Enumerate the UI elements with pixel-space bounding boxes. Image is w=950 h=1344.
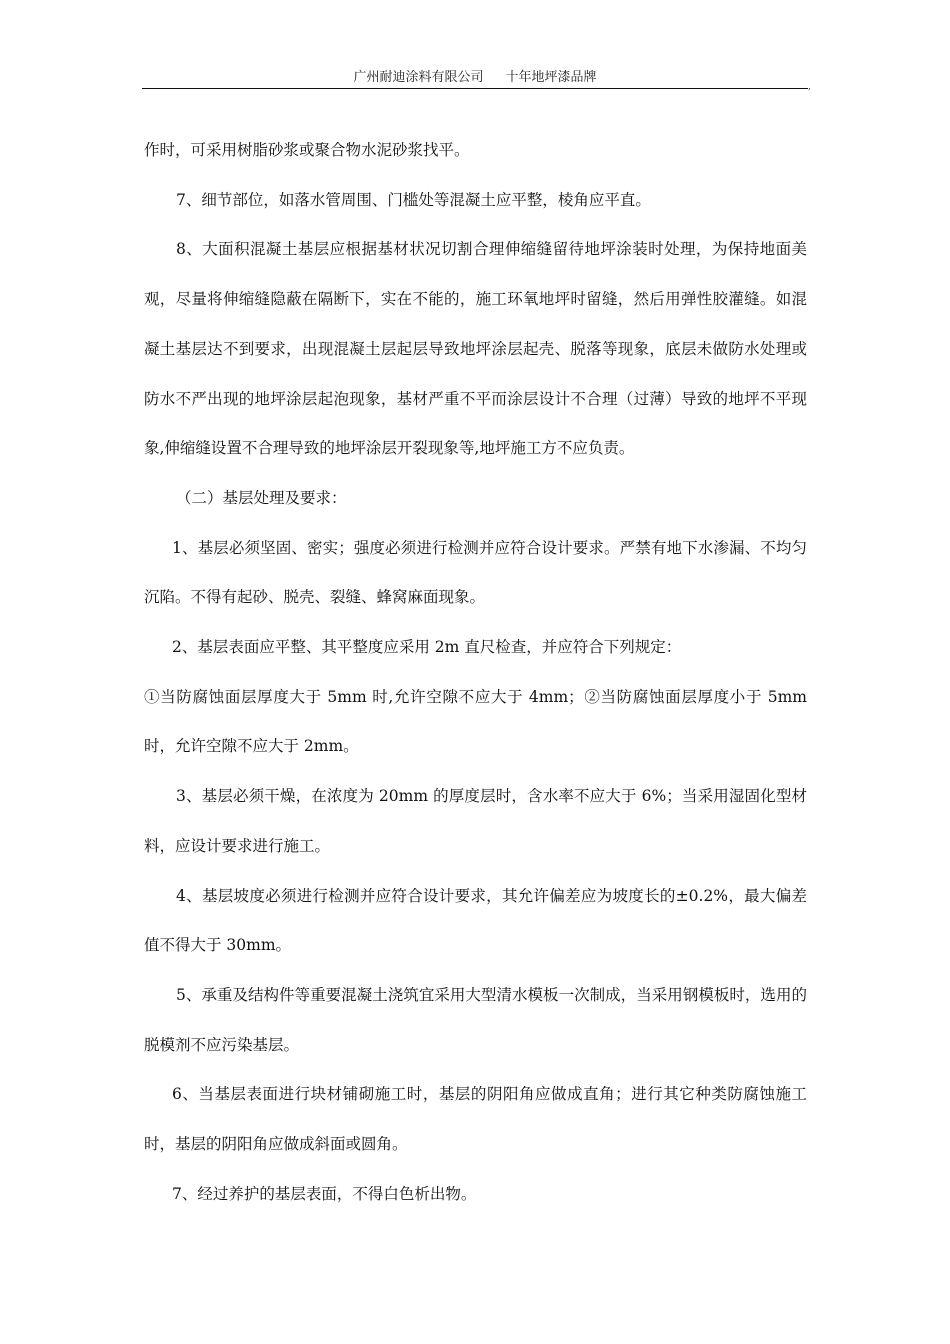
header-company: 广州耐迪涂料有限公司 <box>353 70 484 85</box>
paragraph-item-7-efflorescence: 7、经过养护的基层表面，不得白色析出物。 <box>172 1184 477 1203</box>
paragraph-item-4-slope: 4、基层坡度必须进行检测并应符合设计要求，其允许偏差应为坡度长的±0.2%，最大偏差值不得大于 30mm。 <box>144 886 807 955</box>
paragraph-flatness-rules: ①当防腐蚀面层厚度大于 5mm 时,允许空隙不应大于 4mm；②当防腐蚀面层厚度小于 5mm 时，允许空隙不应大于 2mm。 <box>144 687 807 756</box>
header-divider <box>142 88 808 89</box>
paragraph-item-3-dryness: 3、基层必须干燥，在浓度为 20mm 的厚度层时，含水率不应大于 6%；当采用湿固化型材料，应设计要求进行施工。 <box>144 787 807 855</box>
document-body <box>144 126 807 1219</box>
section-heading-base-treatment: （二）基层处理及要求： <box>176 488 347 507</box>
page-header <box>142 68 808 88</box>
paragraph-item-1-solidity: 1、基层必须坚固、密实；强度必须进行检测并应符合设计要求。严禁有地下水渗漏、不均匀沉陷。不得有起砂、脱壳、裂缝、蜂窝麻面现象。 <box>144 538 807 607</box>
paragraph-continuation: 作时，可采用树脂砂浆或聚合物水泥砂浆找平。 <box>144 141 470 159</box>
paragraph-item-2-flatness: 2、基层表面应平整、其平整度应采用 2m 直尺检查，并应符合下列规定： <box>172 638 682 657</box>
paragraph-item-7-details: 7、细节部位，如落水管周围、门槛处等混凝土应平整，棱角应平直。 <box>176 190 651 209</box>
paragraph-item-6-corners: 6、当基层表面进行块材铺砌施工时，基层的阴阳角应做成直角；进行其它种类防腐蚀施工时，基层的阴阳角应做成斜面或圆角。 <box>144 1085 807 1154</box>
header-mark: , <box>808 82 811 92</box>
header-slogan: 十年地坪漆品牌 <box>505 70 597 85</box>
paragraph-item-5-formwork: 5、承重及结构件等重要混凝土浇筑宜采用大型清水模板一次制成，当采用钢模板时，选用的脱模剂不应污染基层。 <box>144 985 807 1054</box>
paragraph-item-8-expansion-joints: 8、大面积混凝土基层应根据基材状况切割合理伸缩缝留待地坪涂装时处理，为保持地面美观，尽量将伸缩缝隐蔽在隔断下，实在不能的，施工环氧地坪时留缝，然后用弹性胶灌缝。如混凝土基层达不到要求，出现混凝土层起层导致地坪涂层起壳、脱落等现象，底层未做防水处理或防水不严出现的地坪涂层起泡现象，基材严重不平而涂层设计不合理（过薄）导致的地坪不平现象,伸缩缝设置不合理导致的地坪涂层开裂现象等,地坪施工方不应负责。 <box>144 240 807 458</box>
